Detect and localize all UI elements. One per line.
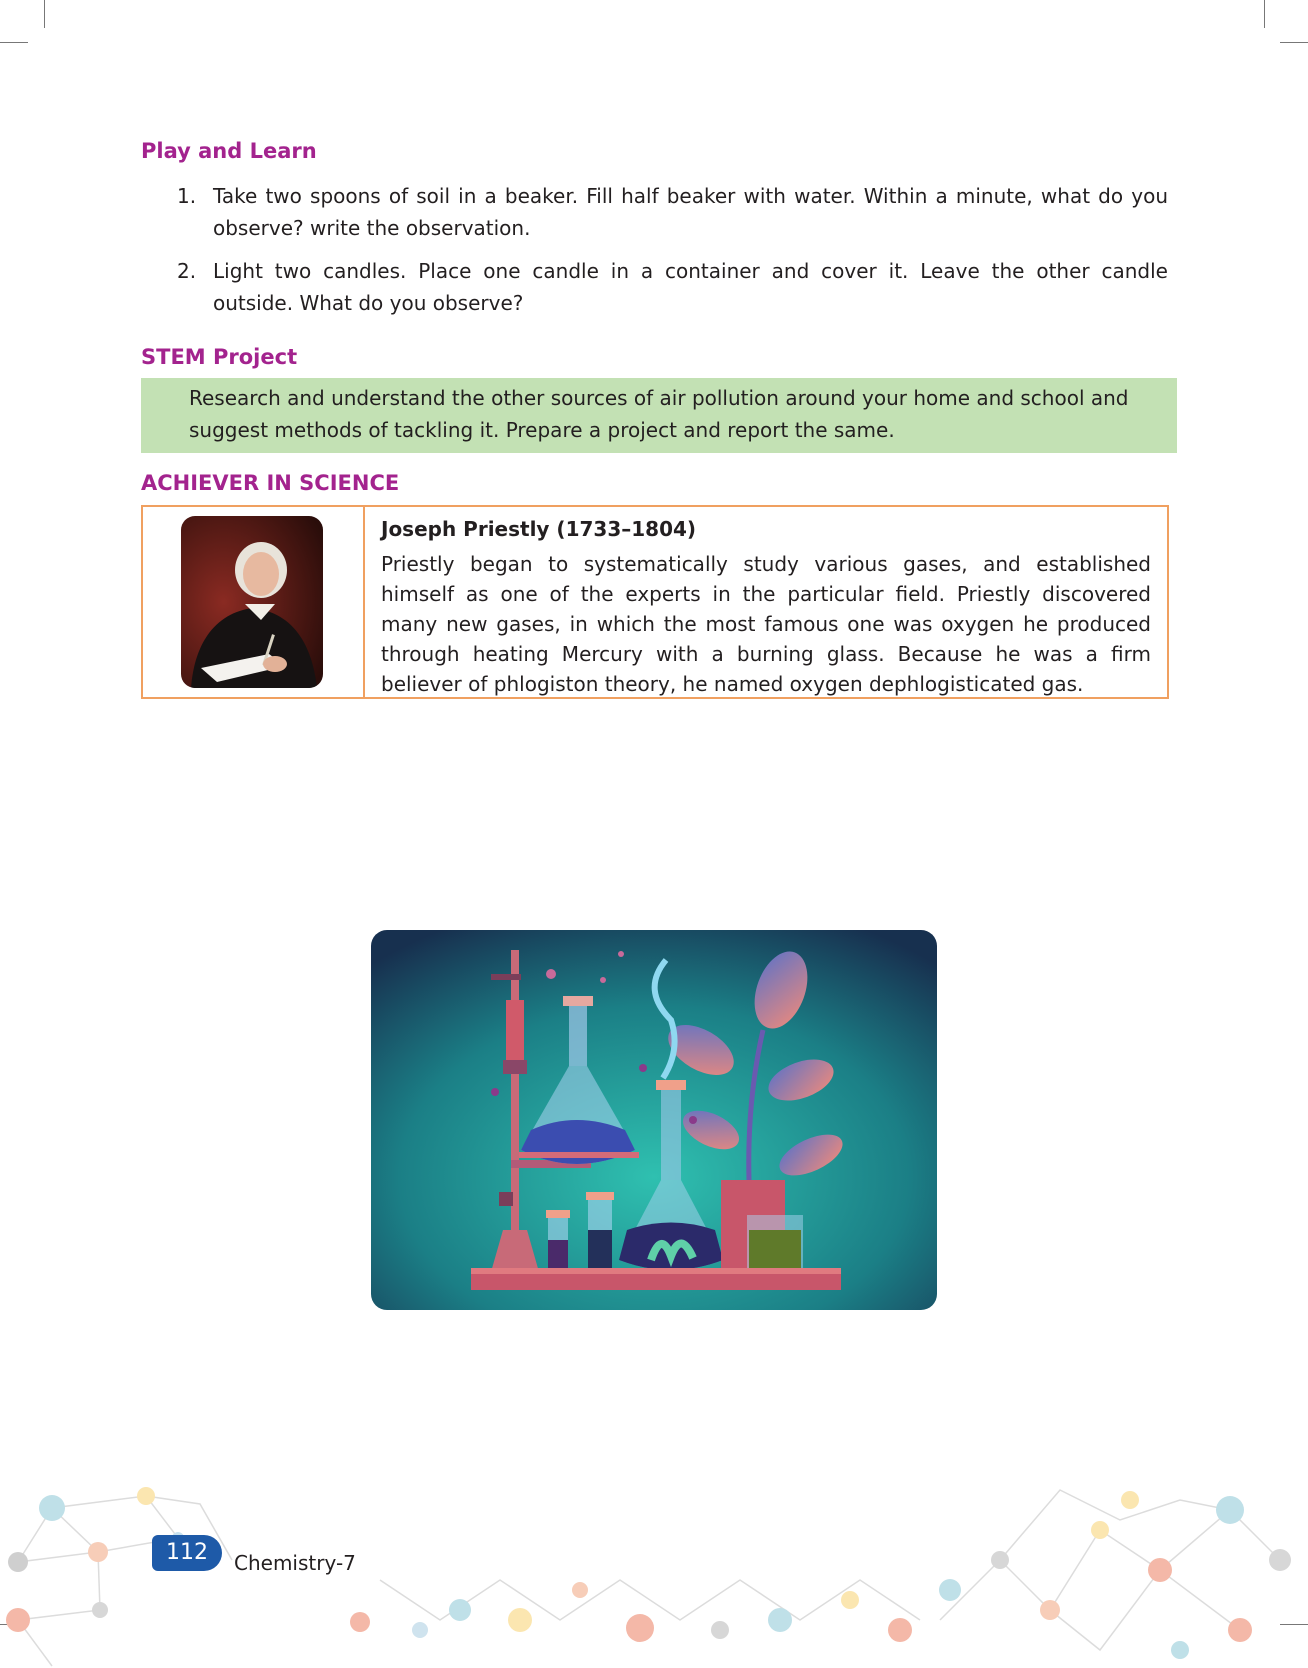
play-and-learn-list: [172, 180, 1168, 330]
stem-project-heading: STEM Project: [141, 345, 298, 369]
play-and-learn-heading: Play and Learn: [141, 139, 317, 163]
scientist-name: Joseph Priestly (1733–1804): [381, 517, 697, 541]
achiever-heading: ACHIEVER IN SCIENCE: [141, 471, 400, 495]
crop-mark: [1280, 42, 1308, 43]
achiever-box: [141, 505, 1169, 699]
list-item-text: Take two spoons of soil in a beaker. Fill half beaker with water. Within a minute, what do you observe? write the observation.: [213, 184, 1168, 240]
achiever-info: [365, 507, 1167, 697]
page-number-badge: 112: [152, 1535, 222, 1571]
list-item: [172, 180, 1168, 244]
list-item: [172, 255, 1168, 319]
list-item-text: Light two candles. Place one candle in a container and cover it. Leave the other candle outside. What do you observe?: [213, 259, 1168, 315]
list-item-number: 1.: [177, 184, 197, 208]
crop-mark: [44, 0, 45, 28]
crop-mark: [1264, 0, 1265, 28]
list-item-number: 2.: [177, 259, 197, 283]
stem-project-text: Research and understand the other sources of air pollution around your home and school and suggest methods of tackling it. Prepare a project and report the same.: [189, 386, 1129, 442]
stem-project-box: [141, 378, 1177, 453]
portrait-image: [181, 516, 323, 688]
crop-mark: [0, 42, 28, 43]
scientist-description: Priestly began to systematically study various gases, and established himself as one of the experts in the particular field. Priestly discovered many new gases, in which the most famous one was oxygen he produced through heating Mercury with a burning glass. Because he was a firm believer of phlogiston theory, he named oxygen dephlogisticated gas.: [381, 552, 1151, 696]
portrait-cell: [143, 507, 365, 697]
lab-illustration: [371, 930, 937, 1310]
book-title: Chemistry-7: [234, 1551, 356, 1575]
